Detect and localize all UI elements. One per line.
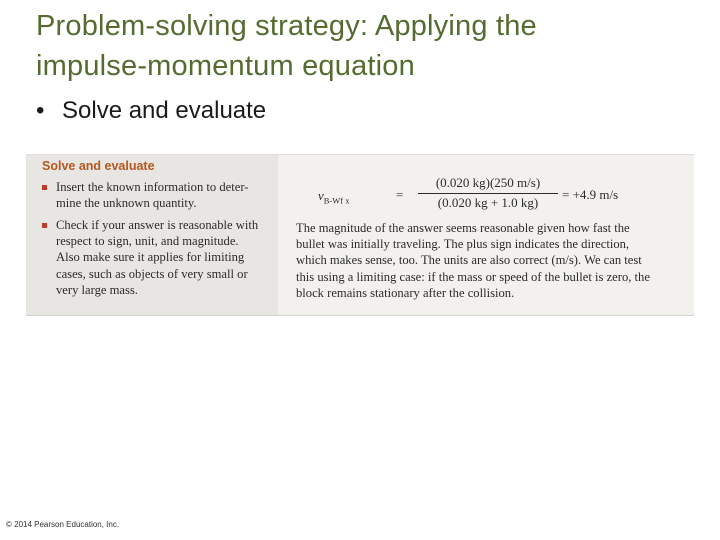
copyright-notice: © 2014 Pearson Education, Inc. (6, 520, 120, 529)
equation-denominator: (0.020 kg + 1.0 kg) (437, 195, 539, 210)
velocity-equation (318, 175, 678, 215)
paragraph-line: which makes sense, too. The units are also correct (m/s). We can test (296, 253, 642, 268)
panel-right-column (278, 155, 694, 315)
paragraph-line: The magnitude of the answer seems reasonable given how fast the (296, 221, 630, 235)
equals-sign: = (396, 187, 404, 202)
slide-title (36, 6, 706, 86)
item-line: Check if your answer is reasonable with (56, 218, 259, 232)
item-line: Also make sure it applies for limiting (56, 250, 245, 265)
item-line: cases, such as objects of very small or (56, 266, 248, 281)
solve-evaluate-panel (26, 154, 694, 316)
equation-subscript: B-Wf x (323, 195, 350, 206)
bullet-dot: • (36, 97, 45, 124)
equation-lhs (318, 188, 350, 206)
bullet-item (36, 96, 266, 126)
panel-list-item (42, 217, 278, 298)
bullet-text: Solve and evaluate (62, 97, 267, 124)
panel-left-column (26, 155, 278, 315)
equation-fraction (418, 175, 558, 211)
slide-title-line-1: Problem-solving strategy: Applying the (36, 10, 537, 42)
equation-result: = +4.9 m/s (562, 187, 619, 202)
item-line: respect to sign, unit, and magnitude. (56, 234, 239, 249)
paragraph-line: bullet was initially traveling. The plus sign indicates the direction, (296, 237, 630, 252)
bullet-square-icon (42, 185, 47, 190)
evaluation-paragraph (296, 220, 690, 301)
equation-numerator: (0.020 kg)(250 m/s) (435, 175, 541, 190)
panel-heading: Solve and evaluate (42, 159, 155, 173)
panel-list-item (42, 179, 278, 211)
bullet-square-icon (42, 223, 47, 228)
paragraph-line: this using a limiting case: if the mass or speed of the bullet is zero, the (296, 269, 650, 284)
paragraph-line: block remains stationary after the collision. (296, 285, 515, 300)
slide-title-line-2: impulse-momentum equation (36, 50, 415, 82)
fraction-bar (418, 193, 558, 194)
item-line: Insert the known information to deter- (56, 180, 249, 194)
item-line: mine the unknown quantity. (56, 196, 197, 211)
equation-symbol: v (318, 188, 324, 203)
item-line: very large mass. (56, 282, 138, 297)
